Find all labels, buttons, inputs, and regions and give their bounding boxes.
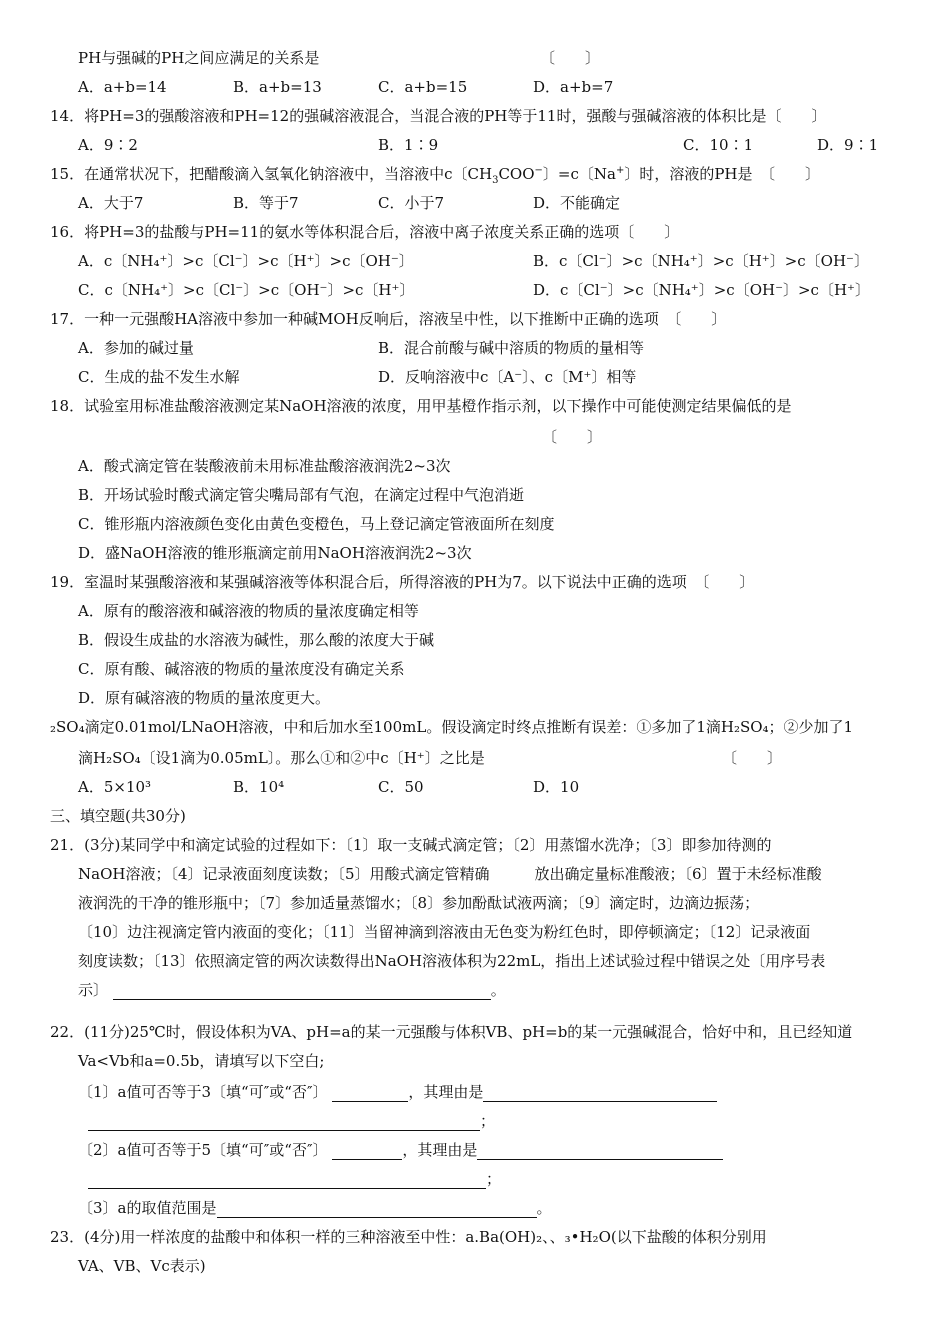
- q13-option-a: A．a+b=14: [78, 78, 167, 96]
- q16-option-a: A．c〔NH₄⁺〕>c〔Cl⁻〕>c〔H⁺〕>c〔OH⁻〕: [78, 252, 414, 270]
- q16-option-b: B．c〔Cl⁻〕>c〔NH₄⁺〕>c〔H⁺〕>c〔OH⁻〕: [533, 252, 869, 270]
- q22-part2-reason-blank-2[interactable]: [88, 1172, 486, 1189]
- q15-option-d: D．不能确定: [533, 194, 621, 212]
- q14-option-c: C．10∶1: [683, 136, 754, 154]
- q13-option-b: B．a+b=13: [233, 78, 322, 96]
- q22-part2-reason-blank[interactable]: [477, 1143, 723, 1160]
- q21-line1: 21．(3分)某同学中和滴定试验的过程如下：〔1〕取一支碱式滴定管；〔2〕用蒸馏水洗净；〔3〕即参加待测的: [50, 836, 772, 854]
- q22-part1-cont: ；: [88, 1111, 495, 1131]
- q22-part1-blank[interactable]: [332, 1085, 408, 1102]
- q14-option-b: B．1∶9: [378, 136, 439, 154]
- q21-answer-blank[interactable]: [113, 983, 491, 1000]
- q18-option-a: A．酸式滴定管在装酸液前未用标准盐酸溶液润洗2~3次: [78, 457, 451, 475]
- q22-part1-reason-blank[interactable]: [483, 1085, 717, 1102]
- q17-option-d: D．反响溶液中c〔A⁻〕、c〔M⁺〕相等: [378, 368, 637, 386]
- q20-option-d: D．10: [533, 778, 580, 796]
- q20-option-a: A．5×10³: [78, 778, 152, 796]
- q21-line4: 〔10〕边注视滴定管内液面的变化；〔11〕当留神滴到溶液由无色变为粉红色时，即停顿滴定；〔12〕记录液面: [78, 923, 811, 941]
- q18-option-b: B．开场试验时酸式滴定管尖嘴局部有气泡，在滴定过程中气泡消逝: [78, 486, 525, 504]
- q15-option-b: B．等于7: [233, 194, 299, 212]
- q21-line6: 示〕 。: [78, 981, 506, 999]
- q19-option-b: B．假设生成盐的水溶液为碱性，那么酸的浓度大于碱: [78, 631, 435, 649]
- section-heading: 三、填空题(共30分): [50, 807, 186, 825]
- q21-line3: 液润洗的干净的锥形瓶中；〔7〕参加适量蒸馏水；〔8〕参加酚酞试液两滴；〔9〕滴定时，边滴边振荡；: [78, 894, 760, 912]
- q13-option-c: C．a+b=15: [378, 78, 468, 96]
- q20-stem-line1: ₂SO₄滴定0.01mol/LNaOH溶液，中和后加水至100mL。假设滴定时终点推断有误差：①多加了1滴H₂SO₄；②少加了1: [50, 718, 854, 736]
- q16-stem: 16．将PH=3的盐酸与PH=11的氨水等体积混合后，溶液中离子浓度关系正确的选项〔 〕: [50, 223, 680, 241]
- q18-option-d: D．盛NaOH溶液的锥形瓶滴定前用NaOH溶液润洗2~3次: [78, 544, 472, 562]
- q22-part1: 〔1〕a值可否等于3〔填“可″或“否″〕 ，其理由是: [78, 1082, 717, 1102]
- q19-option-d: D．原有碱溶液的物质的量浓度更大。: [78, 689, 331, 707]
- q13-tail: PH与强碱的PH之间应满足的关系是: [78, 49, 320, 67]
- q22-part2-blank[interactable]: [332, 1143, 402, 1160]
- q22-part2-cont: ；: [88, 1169, 501, 1189]
- q17-stem: 17．一种一元强酸HA溶液中参加一种碱MOH反响后，溶液呈中性，以下推断中正确的选项 〔 〕: [50, 310, 727, 328]
- q20-option-b: B．10⁴: [233, 778, 285, 796]
- q23-line1: 23．(4分)用一样浓度的盐酸中和体积一样的三种溶液至中性：a.Ba(OH)₂、、₃•H₂O(以下盐酸的体积分别用: [50, 1228, 767, 1246]
- q20-option-c: C．50: [378, 778, 424, 796]
- q14-option-d: D．9∶1: [817, 136, 879, 154]
- q15-option-a: A．大于7: [78, 194, 144, 212]
- q22-line1: 22．(11分)25℃时，假设体积为VA、pH=a的某一元强酸与体积VB、pH=b的某一元强碱混合，恰好中和，且已经知道: [50, 1023, 853, 1041]
- q18-stem: 18．试验室用标准盐酸溶液测定某NaOH溶液的浓度，用甲基橙作指示剂，以下操作中可能使测定结果偏低的是: [50, 397, 792, 415]
- q14-option-a: A．9∶2: [78, 136, 138, 154]
- q21-line5: 刻度读数；〔13〕依照滴定管的两次读数得出NaOH溶液体积为22mL，指出上述试验过程中错误之处〔用序号表: [78, 952, 826, 970]
- q17-option-c: C．生成的盐不发生水解: [78, 368, 240, 386]
- q20-stem-line2: 滴H₂SO₄〔设1滴为0.05mL〕。那么①和②中c〔H⁺〕之比是: [78, 749, 485, 767]
- q14-stem: 14．将PH=3的强酸溶液和PH=12的强碱溶液混合，当混合液的PH等于11时，强酸与强碱溶液的体积比是〔 〕: [50, 107, 827, 125]
- q18-option-c: C．锥形瓶内溶液颜色变化由黄色变橙色，马上登记滴定管液面所在刻度: [78, 515, 555, 533]
- q19-option-a: A．原有的酸溶液和碱溶液的物质的量浓度确定相等: [78, 602, 419, 620]
- q13-option-d: D．a+b=7: [533, 78, 614, 96]
- q19-stem: 19．室温时某强酸溶液和某强碱溶液等体积混合后，所得溶液的PH为7。以下说法中正确的选项 〔 〕: [50, 573, 755, 591]
- q20-answer-paren: 〔 〕: [722, 749, 783, 767]
- q17-option-a: A．参加的碱过量: [78, 339, 194, 357]
- q22-line2: Va<Vb和a=0.5b，请填写以下空白;: [78, 1052, 325, 1070]
- q22-part3: 〔3〕a的取值范围是 。: [78, 1199, 552, 1217]
- q22-part2: 〔2〕a值可否等于5〔填“可″或“否″〕 ，其理由是: [78, 1140, 723, 1160]
- q23-line2: VA、VB、Vc表示): [78, 1257, 206, 1275]
- q15-option-c: C．小于7: [378, 194, 445, 212]
- q16-option-c: C．c〔NH₄⁺〕>c〔Cl⁻〕>c〔OH⁻〕>c〔H⁺〕: [78, 281, 415, 299]
- q22-part3-blank[interactable]: [217, 1201, 537, 1218]
- q16-option-d: D．c〔Cl⁻〕>c〔NH₄⁺〕>c〔OH⁻〕>c〔H⁺〕: [533, 281, 870, 299]
- q21-line2: NaOH溶液；〔4〕记录液面刻度读数；〔5〕用酸式滴定管精确 放出确定量标准酸液；〔6〕置于未经标准酸: [78, 865, 822, 883]
- q13-answer-paren: 〔 〕: [540, 49, 601, 67]
- q19-option-c: C．原有酸、碱溶液的物质的量浓度没有确定关系: [78, 660, 405, 678]
- q17-option-b: B．混合前酸与碱中溶质的物质的量相等: [378, 339, 645, 357]
- q22-part1-reason-blank-2[interactable]: [88, 1114, 480, 1131]
- q18-answer-paren: 〔 〕: [542, 428, 603, 446]
- q15-stem: 15．在通常状况下，把醋酸滴入氢氧化钠溶液中，当溶液中c〔$CH_3COO^-$〕=c〔Na+〕时，溶液的PH是 〔 〕: [50, 165, 821, 186]
